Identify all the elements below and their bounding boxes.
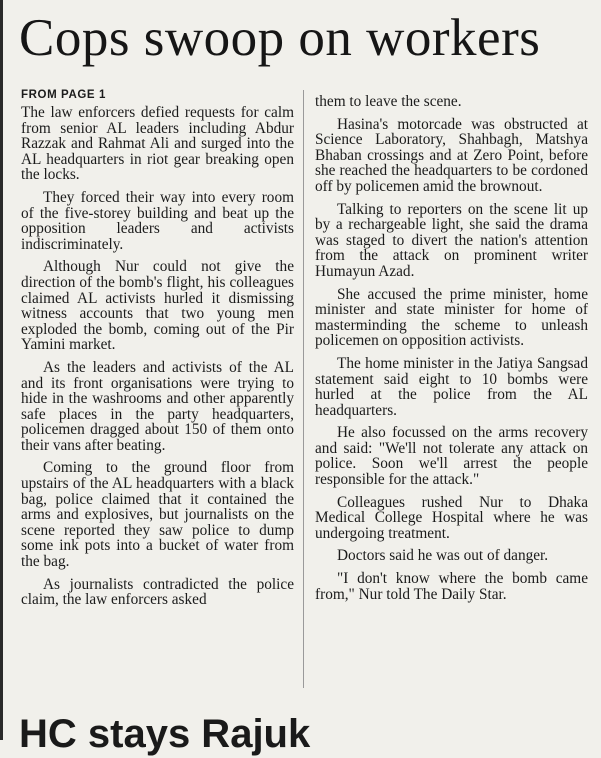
paragraph: He also focussed on the arms recovery and said: "We'll not tolerate any attack on police. Soon we'll arrest the people responsible for the attack." [315,424,588,489]
article-headline: Cops swoop on workers [19,9,541,67]
paragraph: Hasina's motorcade was obstructed at Science Laboratory, Shahbagh, Matshya Bhaban crossings and at Zero Point, before she reached the headquarters to be cordoned off by policemen amid the brownout. [315,115,588,195]
paragraph: Talking to reporters on the scene lit up by a rechargeable light, she said the drama was staged to divert the nation's attention from the attack on prominent writer Humayun Azad. [315,200,588,280]
column-divider [303,90,304,688]
paragraph: Coming to the ground floor from upstairs of the AL headquarters with a black bag, police claimed that it contained the arms and explosives, but journalists on the scene reported they saw police to dump some ink pots into a bucket of water from the bag. [21,459,294,571]
continuation-kicker: FROM PAGE 1 [21,89,106,101]
paragraph: The law enforcers defied requests for calm from senior AL leaders including Abdur Razzak and Rahmat Ali and surged into the AL headquarters in riot gear breaking open the locks. [21,104,294,184]
next-article-headline: HC stays Rajuk [19,712,311,756]
paragraph: As the leaders and activists of the AL and its front organisations were trying to hide in the washrooms and other apparently safe places in the party headquarters, policemen dragged about 150 of them onto their vans after beating. [21,358,294,454]
paragraph: "I don't know where the bomb came from," Nur told The Daily Star. [315,570,588,603]
paragraph: Although Nur could not give the direction of the bomb's flight, his colleagues claimed AL activists hurled it dismissing witness accounts that two young men exploded the bomb, coming out of the Pir Yamini market. [21,258,294,354]
article-right-column [315,94,588,609]
paragraph: The home minister in the Jatiya Sangsad statement said eight to 10 bombs were hurled at the police from the AL headquarters. [315,354,588,419]
paragraph: As journalists contradicted the police claim, the law enforcers asked [21,575,294,609]
paragraph: Colleagues rushed Nur to Dhaka Medical College Hospital where he was undergoing treatment. [315,493,588,542]
paragraph: They forced their way into every room of the five-storey building and beat up the opposition leaders and activists indiscriminately. [21,188,294,253]
paragraph: Doctors said he was out of danger. [337,547,549,565]
article-left-column [21,88,294,615]
paragraph: them to leave the scene. [315,93,462,110]
paragraph: She accused the prime minister, home minister and state minister for home of masterminding the scheme to unleash policemen on opposition activists. [315,285,588,350]
